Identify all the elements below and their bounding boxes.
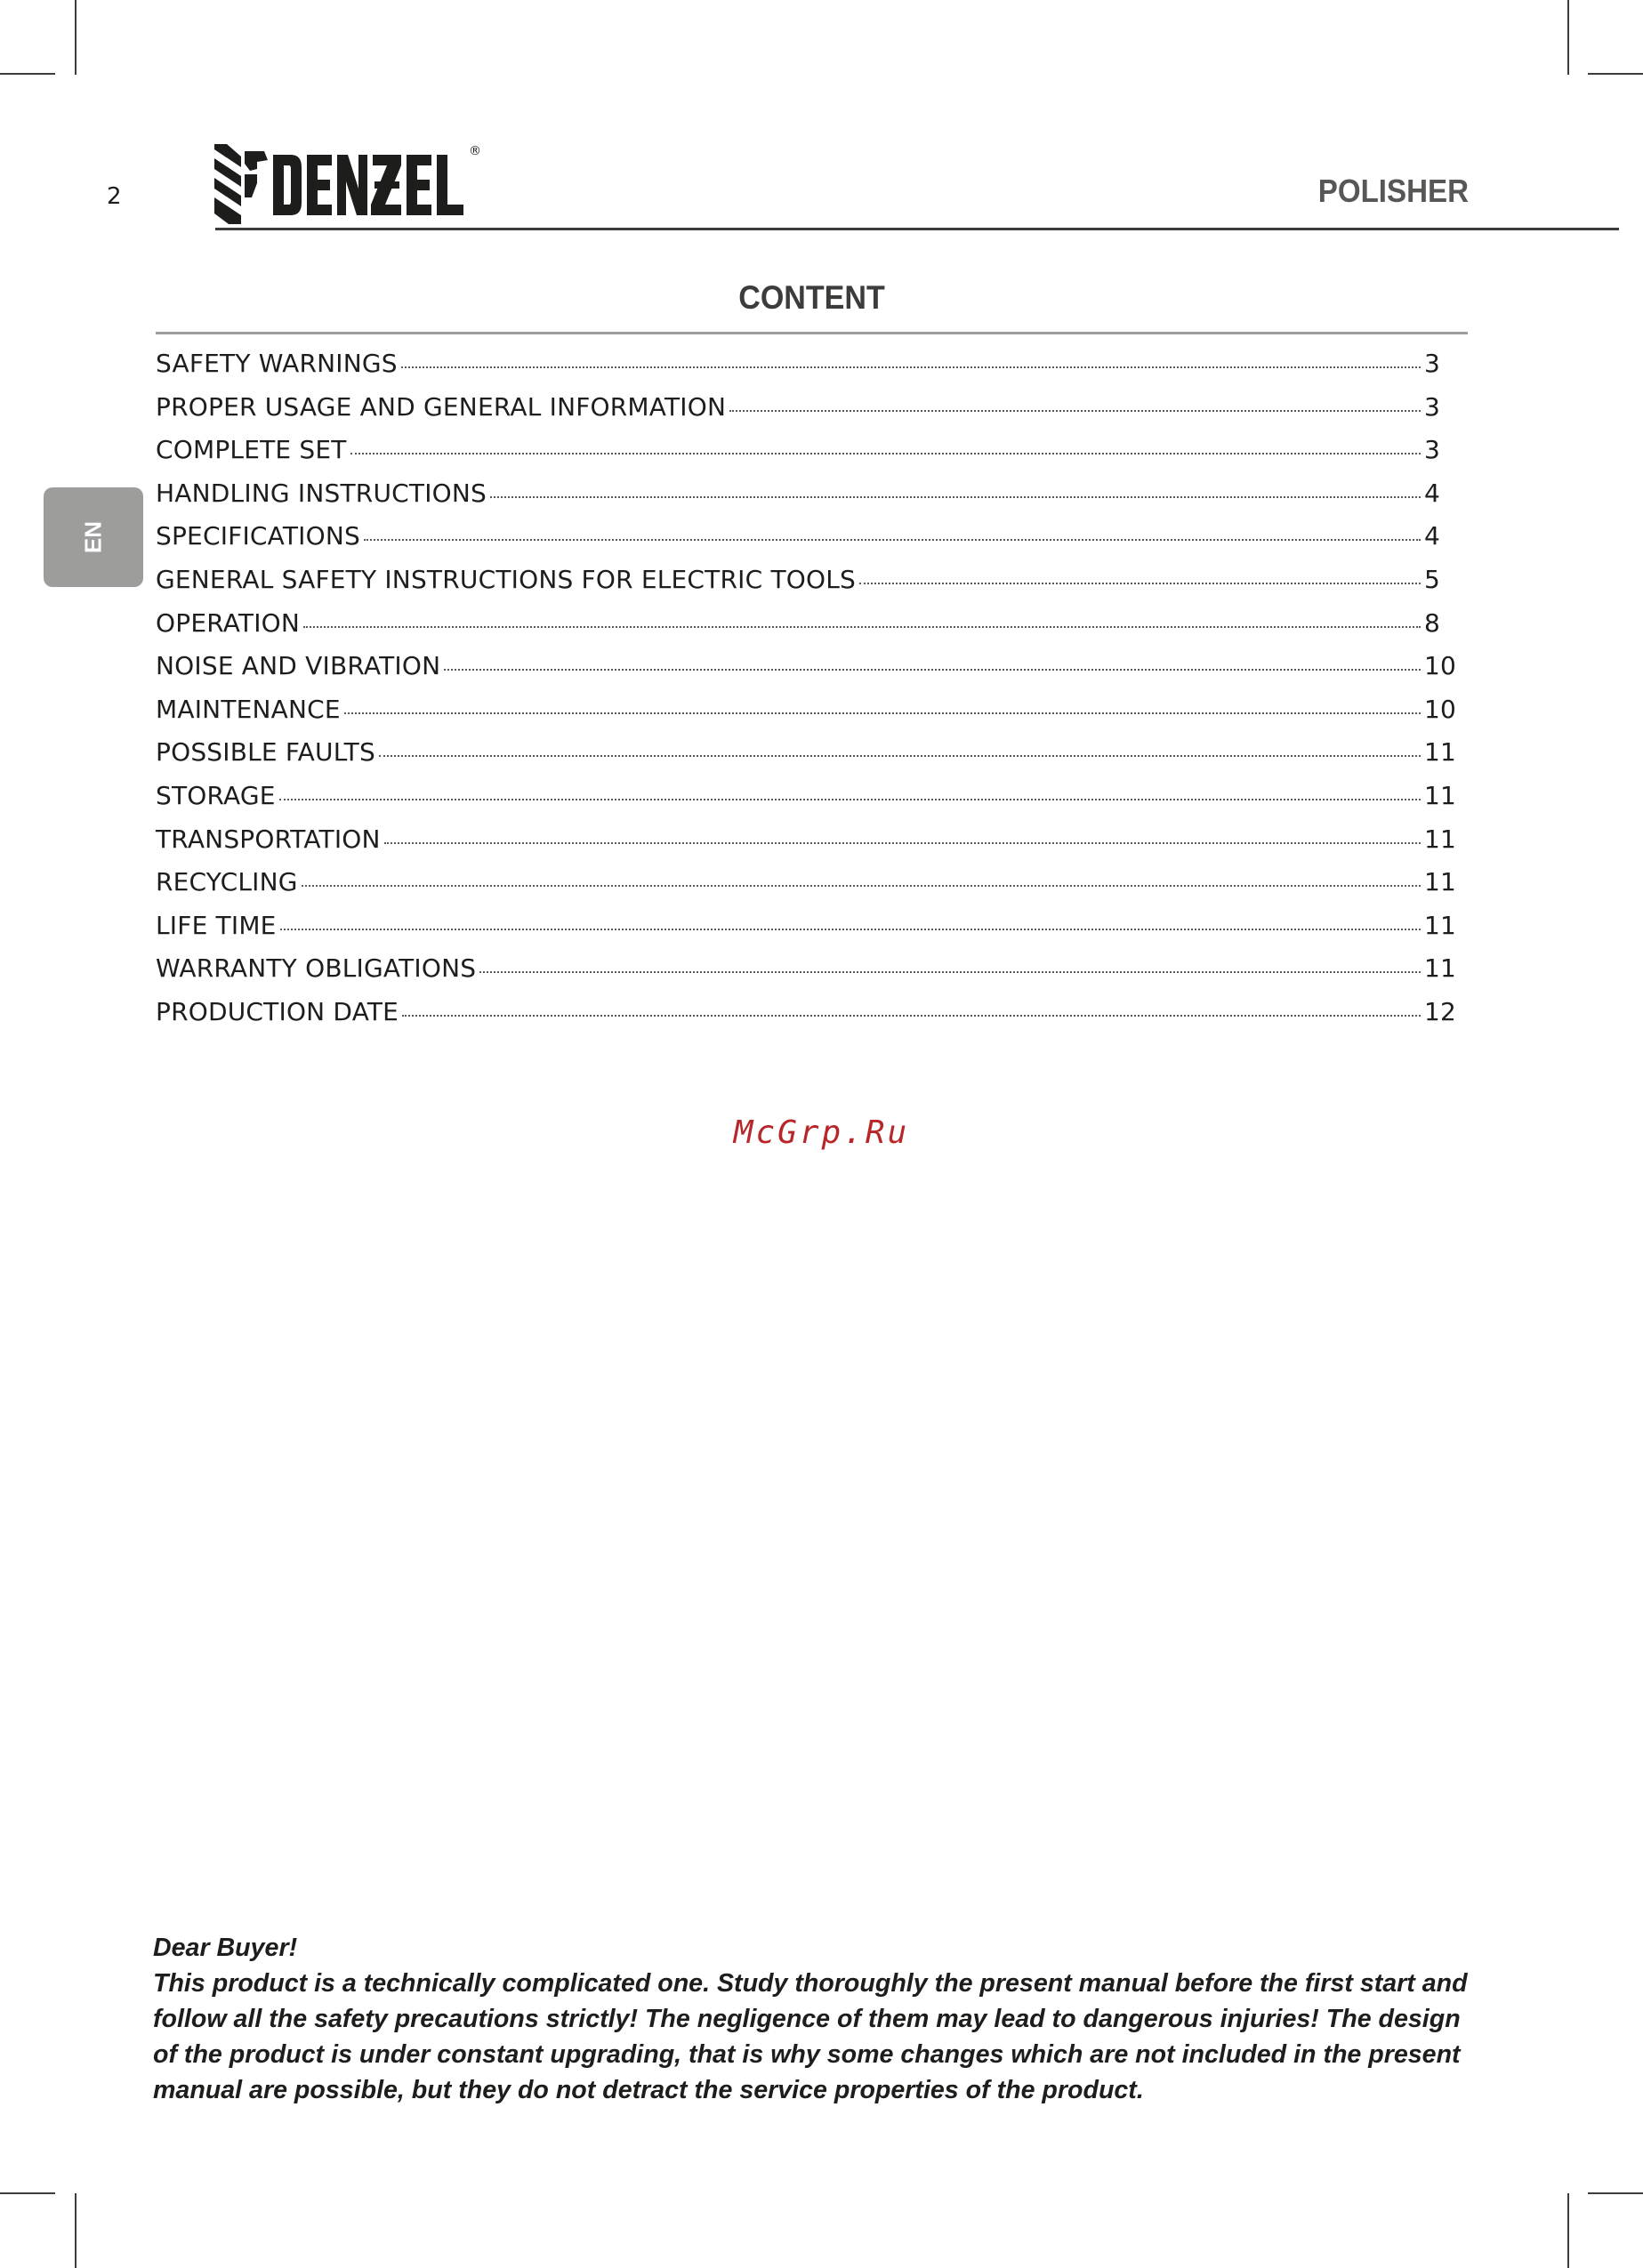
table-of-contents (156, 349, 1457, 1041)
crop-mark (75, 0, 77, 75)
watermark-link[interactable]: McGrp.Ru (733, 1114, 910, 1151)
buyer-notice (153, 1930, 1470, 2108)
notice-greeting: Dear Buyer! (153, 1934, 298, 1962)
toc-item[interactable] (156, 435, 1454, 479)
toc-leader (444, 669, 1421, 671)
toc-item-page: 11 (1424, 824, 1457, 854)
denzel-logo-icon (214, 144, 469, 224)
toc-leader (479, 971, 1421, 973)
toc-item-page: 4 (1424, 478, 1441, 508)
toc-item-page: 4 (1424, 521, 1441, 551)
crop-mark (1567, 0, 1569, 75)
toc-item-label: NOISE AND VIBRATION (156, 651, 441, 681)
content-divider (156, 332, 1468, 334)
header-divider (215, 228, 1619, 230)
toc-leader (402, 1015, 1421, 1017)
toc-item[interactable] (156, 479, 1454, 522)
toc-item[interactable] (156, 608, 1454, 652)
toc-item[interactable] (156, 392, 1454, 436)
crop-mark (0, 2192, 55, 2194)
toc-leader (280, 929, 1421, 930)
toc-item[interactable] (156, 953, 1457, 997)
toc-leader (303, 626, 1421, 628)
toc-item[interactable] (156, 910, 1457, 954)
toc-item-label: TRANSPORTATION (156, 824, 381, 854)
toc-item-label: LIFE TIME (156, 910, 277, 940)
toc-item-label: RECYCLING (156, 867, 298, 897)
toc-item-page: 11 (1424, 953, 1457, 984)
toc-item[interactable] (156, 996, 1457, 1041)
toc-item-label: HANDLING INSTRUCTIONS (156, 478, 487, 508)
page-number: 2 (107, 183, 122, 210)
brand-logo (214, 144, 479, 224)
toc-item-page: 3 (1424, 349, 1441, 378)
toc-item-page: 3 (1424, 435, 1441, 465)
toc-item[interactable] (156, 694, 1457, 738)
toc-leader (859, 583, 1421, 584)
toc-leader (279, 799, 1421, 800)
toc-item[interactable] (156, 651, 1457, 695)
toc-leader (729, 410, 1421, 412)
toc-item[interactable] (156, 824, 1457, 868)
toc-item-page: 8 (1424, 607, 1441, 638)
toc-item-page: 5 (1424, 564, 1441, 594)
toc-item[interactable] (156, 780, 1457, 824)
toc-leader (364, 539, 1421, 541)
document-title: POLISHER (1317, 173, 1469, 209)
toc-leader (401, 366, 1421, 368)
notice-body: This product is a technically complicated one. Study thoroughly the present manual before the first start and follow all the safety precautions strictly! The negligence of them may lead to dangerous injuries! The design of the product is under constant upgrading, that is why some changes which are not included in the present manual are possible, but they do not detract the service properties of the product. (153, 1969, 1468, 2104)
crop-mark (1567, 2193, 1569, 2268)
toc-item-label: COMPLETE SET (156, 435, 347, 465)
crop-mark (1588, 73, 1643, 75)
toc-item-label: SPECIFICATIONS (156, 521, 360, 551)
language-tab (44, 487, 143, 587)
toc-leader (302, 885, 1421, 887)
toc-item-page: 11 (1424, 737, 1457, 768)
toc-item-label: STORAGE (156, 780, 276, 810)
toc-item-label: SAFETY WARNINGS (156, 349, 398, 378)
language-tab-label: EN (79, 520, 107, 554)
toc-item[interactable] (156, 349, 1454, 392)
toc-leader (344, 712, 1421, 714)
toc-item-page: 10 (1424, 694, 1457, 724)
toc-item-page: 12 (1424, 996, 1457, 1026)
toc-item-page: 10 (1424, 651, 1457, 681)
toc-leader (384, 842, 1421, 844)
toc-item-label: PRODUCTION DATE (156, 996, 399, 1026)
toc-item[interactable] (156, 737, 1457, 781)
toc-item[interactable] (156, 521, 1454, 565)
toc-item-label: WARRANTY OBLIGATIONS (156, 953, 477, 984)
toc-item-label: PROPER USAGE AND GENERAL INFORMATION (156, 391, 727, 422)
toc-item-label: OPERATION (156, 607, 301, 638)
toc-item-page: 11 (1424, 910, 1457, 940)
toc-item-label: GENERAL SAFETY INSTRUCTIONS FOR ELECTRIC TOOLS (156, 564, 857, 594)
toc-leader (350, 453, 1421, 454)
registered-mark: ® (469, 144, 481, 158)
crop-mark (75, 2193, 77, 2268)
crop-mark (1588, 2192, 1643, 2194)
toc-leader (490, 496, 1421, 498)
toc-leader (379, 755, 1421, 757)
toc-item-page: 11 (1424, 867, 1457, 897)
content-heading: CONTENT (738, 279, 885, 316)
toc-item-page: 11 (1424, 780, 1457, 810)
toc-item-label: MAINTENANCE (156, 694, 341, 724)
toc-item[interactable] (156, 867, 1457, 911)
toc-item-page: 3 (1424, 391, 1441, 422)
toc-item[interactable] (156, 565, 1454, 608)
crop-mark (0, 73, 55, 75)
toc-item-label: POSSIBLE FAULTS (156, 737, 375, 768)
